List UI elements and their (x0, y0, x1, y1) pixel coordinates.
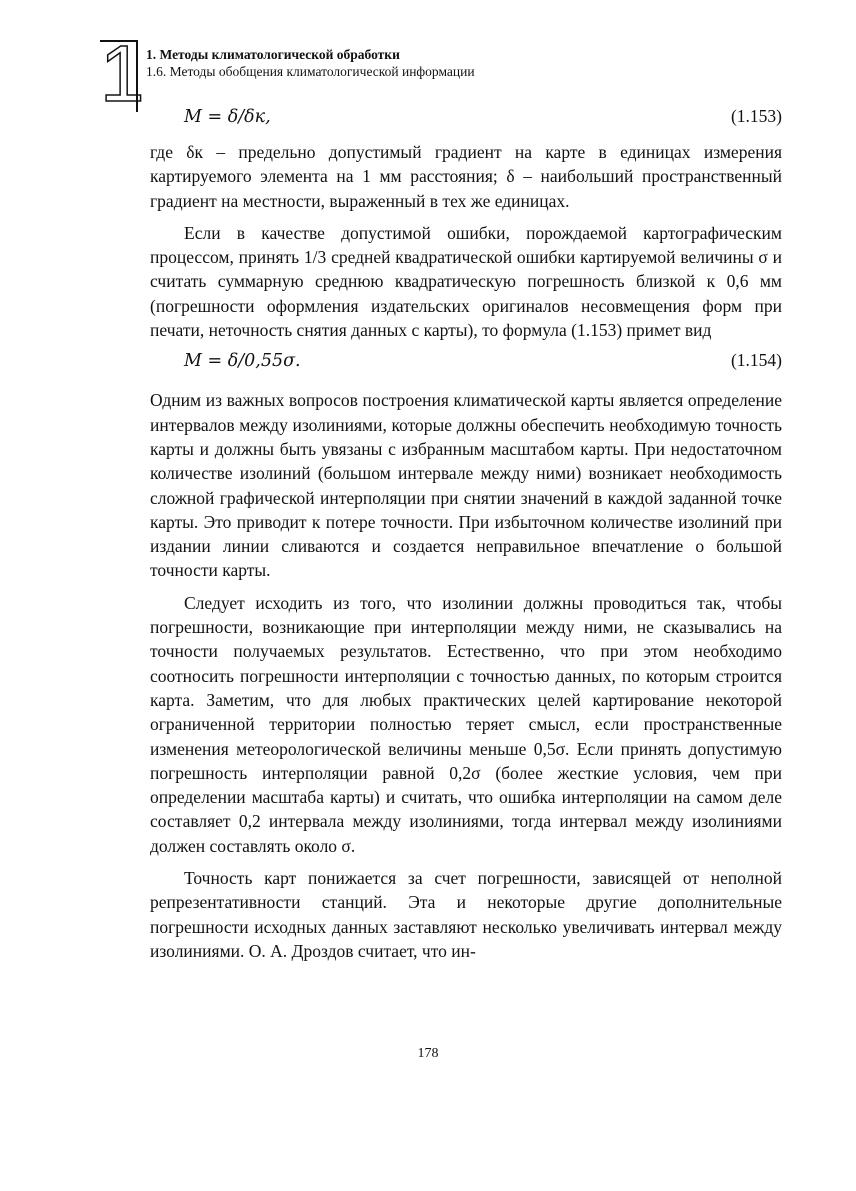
formula-1-154 (150, 348, 782, 378)
chapter-number: 1 (100, 29, 145, 118)
page-body (150, 104, 782, 963)
chapter-title: 1. Методы климатологической обработки (146, 47, 400, 62)
equation-number: (1.153) (730, 106, 782, 126)
formula-1-153 (150, 104, 782, 134)
formula-expression: M = δ/δк, (184, 107, 271, 127)
paragraph-interpolation-error: Следует исходить из того, что изолинии должны проводиться так, чтобы погрешности, возникающие при интерполяции между ними, не сказывались на точности получаемых результатов. Естественно, что при этом необходимо соотносить погрешности интерполяции с точностью данных, по которым строится карта. Заметим, что для любых практических целей картирование некоторой ограниченной территории полностью теряет смысл, если пространственные изменения метеорологической величины меньше 0,5σ. Если принять допустимую погрешность интерполяции равной 0,2σ (более жесткие условия, чем при определении масштаба карты) и считать, что ошибка интерполяции на самом деле составляет 0,2 интервала между изолиниями, тогда интервал между изолиниями должен составлять около σ. (150, 592, 782, 856)
page-number: 178 (417, 1046, 439, 1061)
section-title: 1.6. Методы обобщения климатологической информации (146, 64, 475, 79)
equation-number: (1.154) (730, 350, 782, 371)
formula-expression: M = δ/0,55σ. (184, 351, 301, 372)
paragraph-map-accuracy: Точность карт понижается за счет погрешности, зависящей от неполной репрезентативности станций. Эта и некоторые другие дополнительные погрешности исходных данных заставляют несколько увеличивать интервал между изолиниями. О. А. Дроздов считает, что ин- (150, 868, 782, 961)
paragraph-definition: где δк – предельно допустимый градиент на карте в единицах измерения картируемого элемента на 1 мм расстояния; δ – наибольший пространственный градиент на местности, выраженный в тех же единицах. (150, 142, 782, 211)
paragraph-error-assumption: Если в качестве допустимой ошибки, порождаемой картографическим процессом, принять 1/3 средней квадратической ошибки картируемой величины σ и считать суммарную среднюю квадратическую погрешность близкой к 0,6 мм (погрешности оформления издательских оригиналов несовмещения форм при печати, неточность снятия данных с карты), то формула (1.153) примет вид (150, 222, 782, 341)
running-head (146, 46, 786, 80)
paragraph-isoline-intervals: Одним из важных вопросов построения климатической карты является определение интервалов между изолиниями, которые должны обеспечить необходимую точность карты и должны быть увязаны с избранным масштабом карты. При недостаточном количестве изолиний (большом интервале между ними) возникает необходимость сложной графической интерполяции при снятии значений в каждой заданной точке карты. Это приводит к потере точности. При избыточном количестве изолиний при издании линии сливаются и создается неправильное впечатление о большой точности карты. (150, 390, 782, 581)
